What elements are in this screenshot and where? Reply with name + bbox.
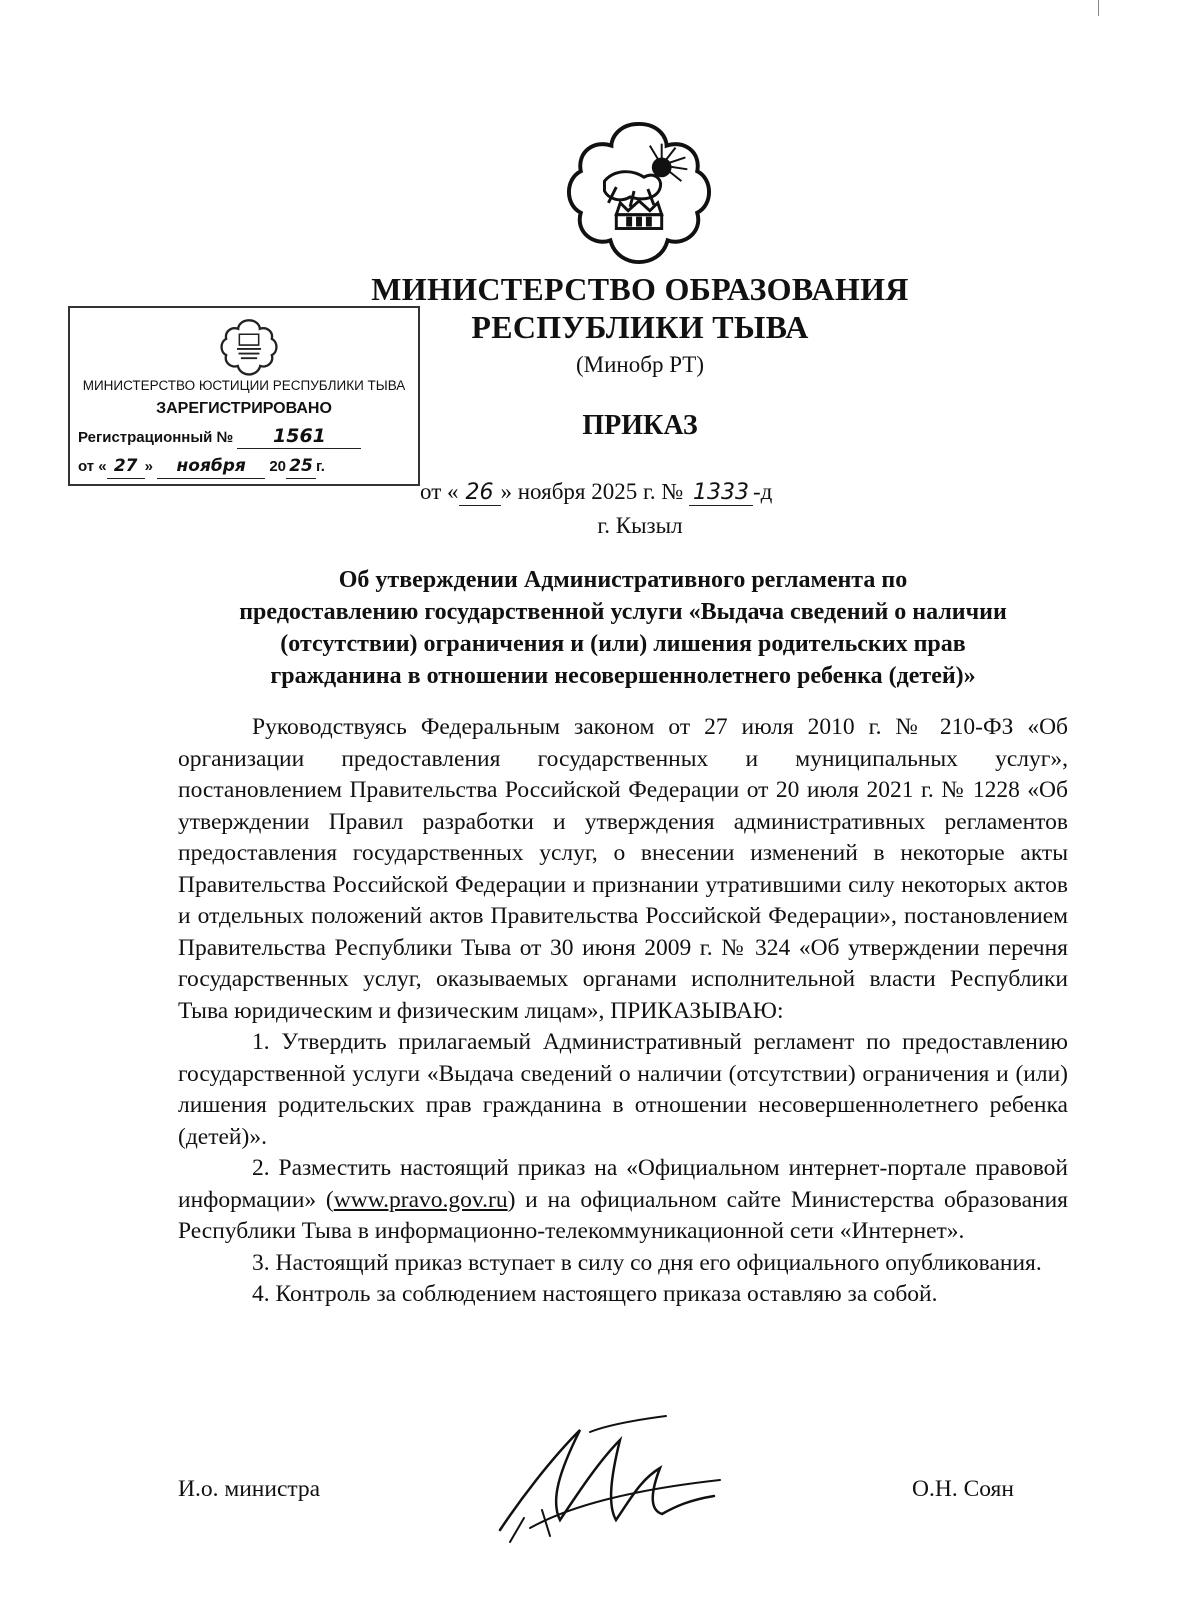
preamble-paragraph: Руководствуясь Федеральным законом от 27 июля 2010 г. № 210-ФЗ «Об организации предоставления государственных и муниципальных услуг», постановлением Правительства Российской Федерации от 20 июля 2021 г. № 1228 «Об утверждении Правил разработки и утверждения административных регламентов предоставления государственных услуг, о внесении изменений в некоторые акты Правительства Российской Федерации и признании утратившими силу некоторых актов и отдельных положений актов Правительства Российской Федерации», постановлением Правительства Республики Тыва от 30 июня 2009 г. № 324 «Об утверждении перечня государственных услуг, оказываемых органами исполнительной власти Республики Тыва юридическим и физическим лицам», ПРИКАЗЫВАЮ: <box>178 714 1068 1024</box>
stamp-date-year: 25 <box>286 454 316 479</box>
stamp-ministry: МИНИСТЕРСТВО ЮСТИЦИИ РЕСПУБЛИКИ ТЫВА <box>82 378 406 393</box>
ministry-short-name: (Минобр РТ) <box>576 352 704 377</box>
document-title <box>178 564 1068 692</box>
order-title: ПРИКАЗ <box>582 410 698 441</box>
stamp-date-day: 27 <box>107 454 145 479</box>
order-date-middle: » ноября 2025 г. № <box>500 479 684 504</box>
order-date-prefix: от « <box>420 479 459 504</box>
order-number-handwritten: 1333 <box>689 481 753 506</box>
stamp-date-sep: » <box>144 458 153 475</box>
order-item-2-text-b: ) и на официальном сайте Министерства образования Республики Тыва в информационно-телекоммуникационной сети «Интернет». <box>178 1186 1068 1244</box>
stamp-date-prefix: от « <box>78 458 107 475</box>
document-title-line4: гражданина в отношении несовершеннолетнего ребенка (детей)» <box>270 663 976 689</box>
registration-stamp <box>68 306 420 486</box>
order-item-1: 1. Утвердить прилагаемый Административный регламент по предоставлению государственной услуги «Выдача сведений о наличии (отсутствии) ограничения и (или) лишения родительских прав гражданина в отношении несовершеннолетнего ребенка (детей)». <box>178 1029 1068 1150</box>
stamp-date <box>78 454 325 479</box>
scan-edge-mark <box>1098 0 1099 16</box>
ministry-title-line2: РЕСПУБЛИКИ ТЫВА <box>471 309 809 345</box>
signatory-name: О.Н. Соян <box>912 1476 1014 1502</box>
document-title-line2: предоставлению государственной услуги «Выдача сведений о наличии <box>239 599 1007 625</box>
stamp-date-year-prefix: 20 <box>269 458 287 475</box>
pravo-gov-link[interactable]: www.pravo.gov.ru <box>333 1186 508 1213</box>
order-item-3: 3. Настоящий приказ вступает в силу со дня его официального опубликования. <box>252 1249 1042 1276</box>
document-title-line1: Об утверждении Административного регламента по <box>338 567 908 593</box>
order-day-handwritten: 26 <box>459 481 501 506</box>
stamp-date-suffix: г. <box>316 458 325 475</box>
ministry-title-line1: МИНИСТЕРСТВО ОБРАЗОВАНИЯ <box>371 271 909 307</box>
stamp-reg-label: Регистрационный № <box>78 429 234 446</box>
city: г. Кызыл <box>597 513 683 538</box>
stamp-date-month: ноября <box>157 454 265 479</box>
stamp-reg-number-handwritten: 1561 <box>237 424 361 449</box>
stamp-registered: ЗАРЕГИСТРИРОВАНО <box>156 400 332 417</box>
order-item-2-text-a: 2. Разместить настоящий приказ на «Официальном интернет-портале правовой информации» ( <box>178 1155 1068 1213</box>
order-number-suffix: -д <box>753 479 773 504</box>
stamp-registration-number <box>78 424 361 449</box>
document-body <box>178 712 1068 1311</box>
handwritten-signature <box>490 1410 730 1550</box>
order-item-4: 4. Контроль за соблюдением настоящего приказа оставляю за собой. <box>252 1281 938 1307</box>
document-title-line3: (отсутствии) ограничения и (или) лишения родительских прав <box>280 631 966 657</box>
order-date-number-line <box>420 479 772 506</box>
stamp-emblem-icon <box>220 318 278 376</box>
coat-of-arms-emblem <box>565 118 713 266</box>
order-item-2 <box>178 1153 1068 1248</box>
signatory-position: И.о. министра <box>178 1476 321 1502</box>
